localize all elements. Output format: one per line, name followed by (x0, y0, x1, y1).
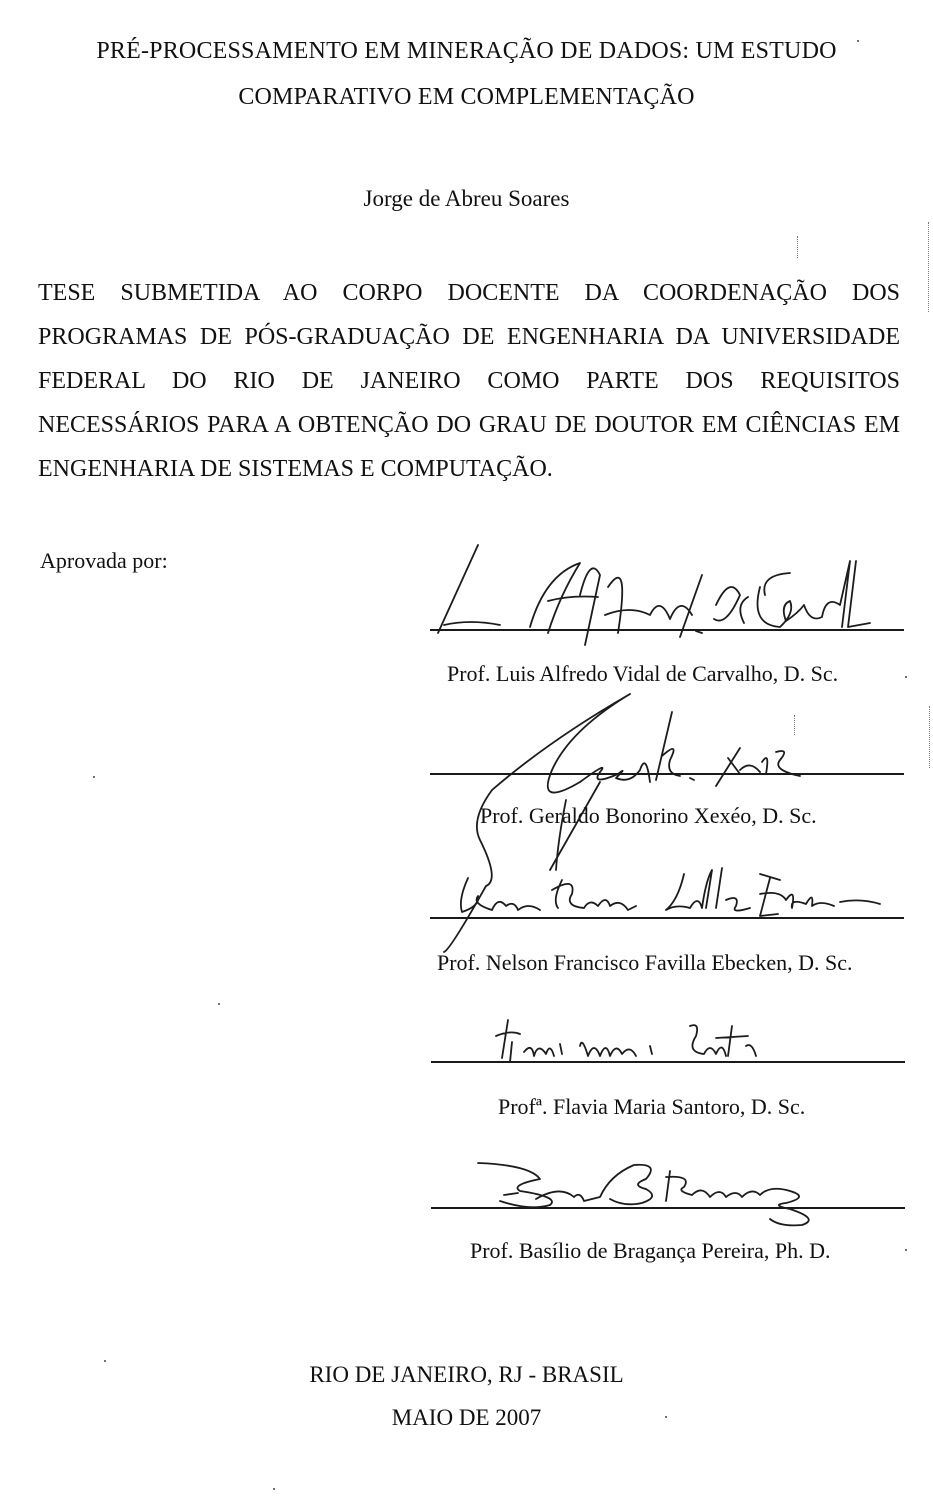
signature-examiner-4 (490, 1012, 810, 1072)
scan-speck (273, 1488, 275, 1490)
signature-examiner-1 (430, 535, 910, 655)
approved-by-label: Aprovada por: (40, 548, 168, 573)
thesis-statement-line: NECESSÁRIOS PARA A OBTENÇÃO DO GRAU DE DOUTOR EM CIÊNCIAS EM (38, 412, 900, 438)
scan-artifact (929, 706, 931, 768)
scan-speck (905, 676, 907, 678)
examiner-name: Prof. Luis Alfredo Vidal de Carvalho, D. Sc. (447, 661, 839, 686)
date-line: MAIO DE 2007 (391, 1405, 542, 1430)
thesis-statement-line: PROGRAMAS DE PÓS-GRADUAÇÃO DE ENGENHARIA DA UNIVERSIDADE (38, 324, 900, 350)
signature-line (430, 629, 904, 631)
thesis-statement-line: TESE SUBMETIDA AO CORPO DOCENTE DA COORDENAÇÃO DOS (38, 280, 900, 306)
signature-line (430, 917, 904, 919)
thesis-statement-line: FEDERAL DO RIO DE JANEIRO COMO PARTE DOS REQUISITOS (38, 368, 900, 394)
examiner-name: Prof. Nelson Francisco Favilla Ebecken, D. Sc. (437, 950, 853, 975)
thesis-statement (38, 271, 900, 491)
scan-artifact (928, 222, 930, 312)
scan-speck (104, 1360, 106, 1362)
examiner-name: Prof. Basílio de Bragança Pereira, Ph. D. (470, 1238, 831, 1263)
scan-speck (93, 776, 95, 778)
signature-line (430, 773, 904, 775)
signature-line (431, 1207, 905, 1209)
examiner-name: Profª. Flavia Maria Santoro, D. Sc. (498, 1094, 806, 1119)
thesis-statement-line: ENGENHARIA DE SISTEMAS E COMPUTAÇÃO. (38, 456, 553, 482)
signature-examiner-5 (470, 1155, 850, 1235)
scan-speck (665, 1416, 667, 1418)
scan-speck (857, 40, 859, 42)
examiner-name: Prof. Geraldo Bonorino Xexéo, D. Sc. (480, 803, 817, 828)
thesis-title-line-2: COMPARATIVO EM COMPLEMENTAÇÃO (238, 84, 695, 110)
scan-artifact (794, 715, 796, 735)
scan-speck (905, 1249, 907, 1251)
scan-speck (218, 1003, 220, 1005)
scan-artifact (797, 236, 799, 258)
place-line: RIO DE JANEIRO, RJ - BRASIL (309, 1362, 624, 1387)
thesis-title-line-1: PRÉ-PROCESSAMENTO EM MINERAÇÃO DE DADOS: UM ESTUDO (96, 38, 837, 64)
signature-line (431, 1061, 905, 1063)
author-name: Jorge de Abreu Soares (363, 186, 570, 211)
